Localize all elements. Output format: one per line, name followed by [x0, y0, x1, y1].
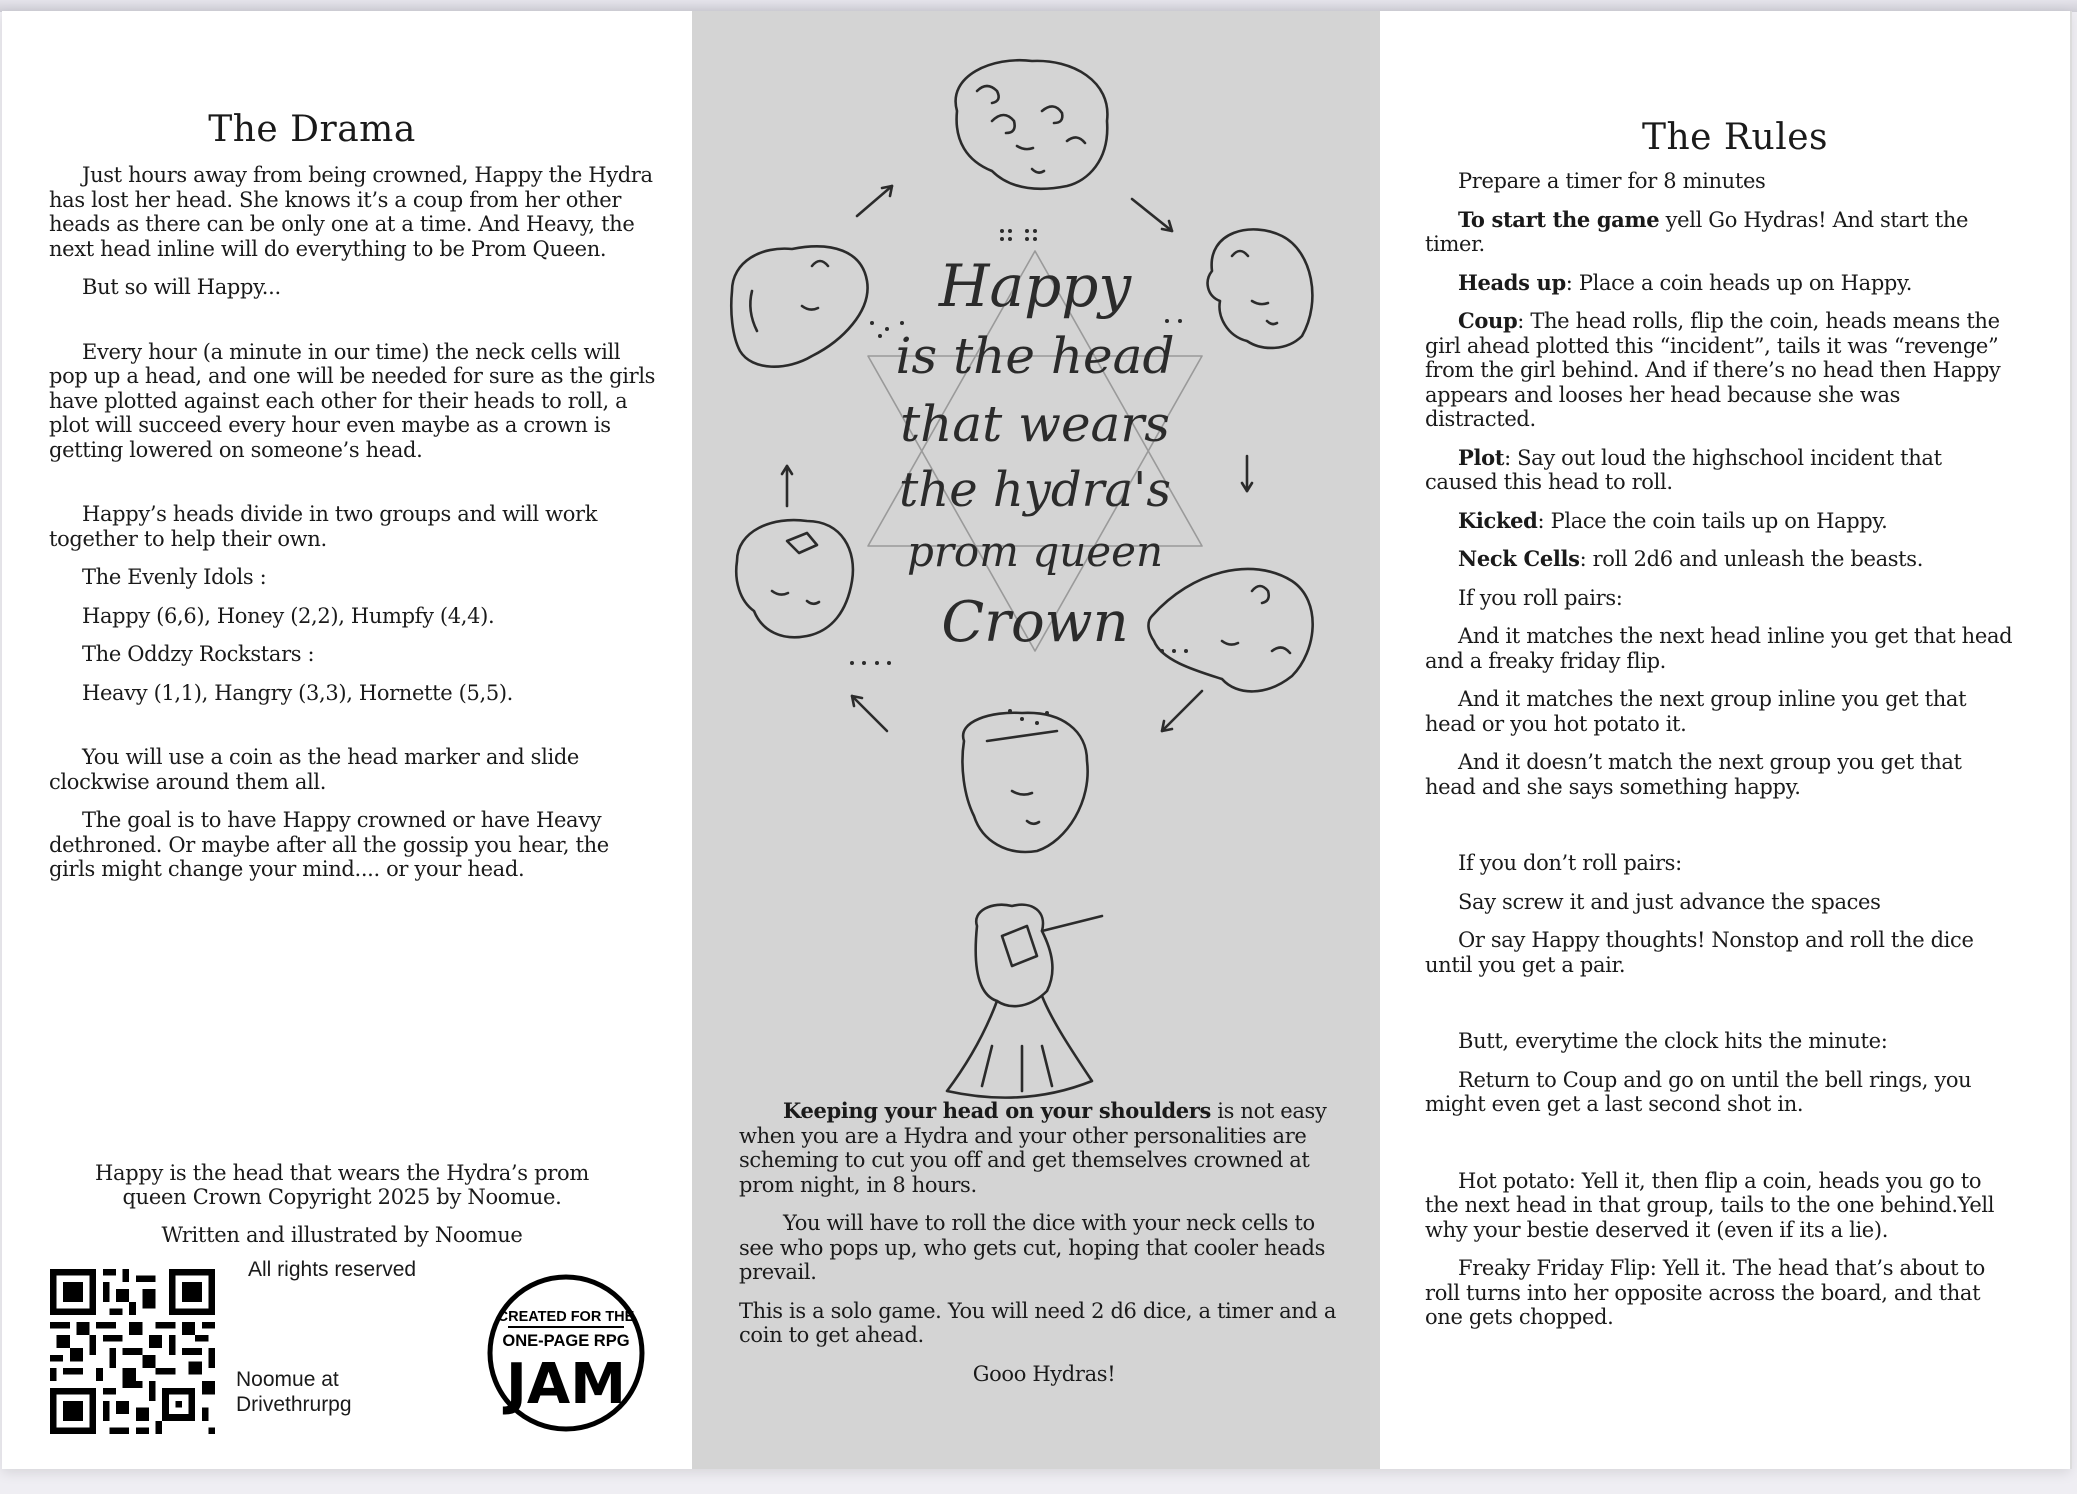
rule-pairs-b: And it matches the next group inline you get that head or you hot potato it. — [1425, 687, 1967, 736]
rights-text: All rights reserved — [248, 1258, 417, 1281]
drama-paragraph: Just hours away from being crowned, Happy the Hydra has lost her head. She knows it’s a coup from her other heads as there can be only one at a time. And Heavy, the next head inline will do everything to be Prom Queen. — [49, 163, 653, 261]
qr-code-icon[interactable] — [50, 1269, 215, 1434]
rule-desc: : roll 2d6 and unleash the beasts. — [1579, 547, 1924, 571]
panel-the-rules — [1380, 11, 2072, 1469]
jam-badge-bottom: JAM — [506, 1352, 626, 1417]
intro-cheer: Gooo Hydras! — [972, 1361, 1116, 1386]
group-evenly-idols-label: The Evenly Idols : — [82, 565, 267, 589]
illustration-title-line: that wears — [900, 395, 1170, 453]
intro-bold-lead: Keeping your head on your shoulders — [783, 1098, 1211, 1123]
group-oddzy-rockstars-label: The Oddzy Rockstars : — [82, 642, 315, 666]
rule-no-pairs-a: Say screw it and just advance the spaces — [1458, 889, 1881, 914]
drama-paragraph: You will use a coin as the head marker and slide clockwise around them all. — [49, 745, 580, 794]
illustration-title-line: the hydra's — [898, 462, 1172, 518]
rule-heads-up — [1425, 271, 2015, 296]
intro-paragraph — [739, 1099, 1349, 1197]
drama-heading: The Drama — [208, 109, 416, 151]
head-bottom — [962, 713, 1087, 852]
illustration-title-line: Happy — [938, 252, 1132, 320]
one-page-rpg-jam-badge-icon — [486, 1273, 646, 1433]
rules-text — [1425, 169, 2015, 1344]
panel-the-drama — [2, 11, 692, 1469]
jam-badge-middle: ONE-PAGE RPG — [502, 1332, 630, 1350]
head-top — [956, 60, 1108, 189]
rule-term: Coup — [1458, 308, 1518, 333]
group-evenly-idols-members: Happy (6,6), Honey (2,2), Humpfy (4,4). — [82, 603, 495, 628]
rule-no-pairs: If you don’t roll pairs: — [1458, 851, 1682, 875]
drama-text — [49, 163, 659, 896]
rule-kicked — [1425, 509, 2015, 534]
rule-butt: Butt, everytime the clock hits the minute: — [1458, 1029, 1888, 1053]
drama-paragraph: The goal is to have Happy crowned or have Heavy dethroned. Or maybe after all the gossip you hear, the girls might change your mind.... or your head. — [49, 808, 609, 881]
rule-start — [1425, 208, 2015, 257]
rule-prepare: Prepare a timer for 8 minutes — [1458, 169, 1766, 193]
copyright-line: Happy is the head that wears the Hydra’s prom queen Crown Copyright 2025 by Noomue. — [94, 1161, 589, 1209]
drama-paragraph: But so will Happy... — [82, 275, 281, 299]
rule-pairs-c: And it doesn’t match the next group you get that head and she says something happy. — [1425, 750, 1962, 799]
intro-text — [739, 1099, 1349, 1400]
head-upper-left — [731, 246, 867, 366]
rule-term: Kicked — [1458, 507, 1538, 533]
illustration-title-line: Crown — [941, 590, 1129, 655]
rule-pairs: If you roll pairs: — [1458, 585, 1623, 610]
rule-desc: : The head rolls, flip the coin, heads means the girl ahead plotted this “incident”, tails it was “revenge” from the girl behind. And if there’s no head then Happy appears and looses her head because she was distracted. — [1425, 309, 2001, 431]
rule-term: Neck Cells — [1458, 546, 1580, 571]
illustration-title-line: is the head — [895, 327, 1175, 385]
head-upper-right — [1208, 229, 1313, 348]
rule-term: Plot — [1458, 444, 1505, 470]
store-line-1: Noomue at — [236, 1368, 339, 1391]
rule-term: To start the game — [1458, 206, 1660, 232]
trifold-page — [2, 11, 2070, 1469]
rules-heading: The Rules — [1641, 117, 1829, 159]
head-lower-left — [736, 520, 853, 637]
rule-hot-potato: Hot potato: Yell it, then flip a coin, heads you go to the next head in that group, tails to the one behind.Yell why your bestie deserved it (even if its a lie). — [1425, 1168, 1995, 1242]
hydra-heads-illustration — [692, 51, 1380, 1111]
drama-paragraph: Happy’s heads divide in two groups and will work together to help their own. — [49, 502, 598, 551]
panel-cover — [692, 11, 1380, 1469]
rule-freaky-friday: Freaky Friday Flip: Yell it. The head that’s about to roll turns into her opposite across the board, and that one gets chopped. — [1425, 1256, 1985, 1329]
rule-desc: : Place a coin heads up on Happy. — [1565, 270, 1913, 295]
head-lower-right — [1148, 569, 1312, 691]
rule-plot — [1425, 446, 2015, 495]
rule-return: Return to Coup and go on until the bell rings, you might even get a last second shot in. — [1425, 1067, 1972, 1116]
intro-rest: is not easy when you are a Hydra and your other personalities are scheming to cut you off and get themselves crowned at prom night, in 8 hours. — [739, 1099, 1327, 1197]
intro-paragraph: You will have to roll the dice with your neck cells to see who pops up, who gets cut, hoping that cooler heads prevail. — [739, 1211, 1325, 1284]
illustration-title — [896, 252, 1175, 655]
intro-paragraph: This is a solo game. You will need 2 d6 dice, a timer and a coin to get ahead. — [739, 1298, 1337, 1347]
group-oddzy-rockstars-members: Heavy (1,1), Hangry (3,3), Hornette (5,5). — [82, 680, 513, 705]
store-line-2: Drivethrurpg — [236, 1393, 352, 1416]
credits — [42, 1161, 642, 1261]
rule-term: Heads up — [1458, 269, 1566, 295]
rule-coup — [1425, 309, 2015, 432]
rule-desc: yell Go Hydras! And start the timer. — [1425, 207, 1969, 256]
store-link[interactable] — [236, 1367, 352, 1417]
rule-desc: : Say out loud the highschool incident that caused this head to roll. — [1425, 445, 1942, 494]
drama-paragraph: Every hour (a minute in our time) the neck cells will pop up a head, and one will be needed for sure as the girls have plotted against each other for their heads to roll, a plot will succeed every hour even maybe as a crown is getting lowered on someone’s head. — [49, 339, 656, 462]
author-line: Written and illustrated by Noomue — [161, 1223, 523, 1247]
rule-pairs-a: And it matches the next head inline you get that head and a freaky friday flip. — [1425, 624, 2013, 673]
headless-hydra-dancer-icon — [947, 905, 1102, 1098]
jam-badge-top: CREATED FOR THE — [497, 1309, 635, 1325]
rule-no-pairs-b: Or say Happy thoughts! Nonstop and roll the dice until you get a pair. — [1425, 928, 1974, 977]
rule-neck-cells — [1425, 547, 2015, 572]
illustration-title-line: prom queen — [906, 527, 1164, 576]
rule-desc: : Place the coin tails up on Happy. — [1537, 508, 1888, 533]
